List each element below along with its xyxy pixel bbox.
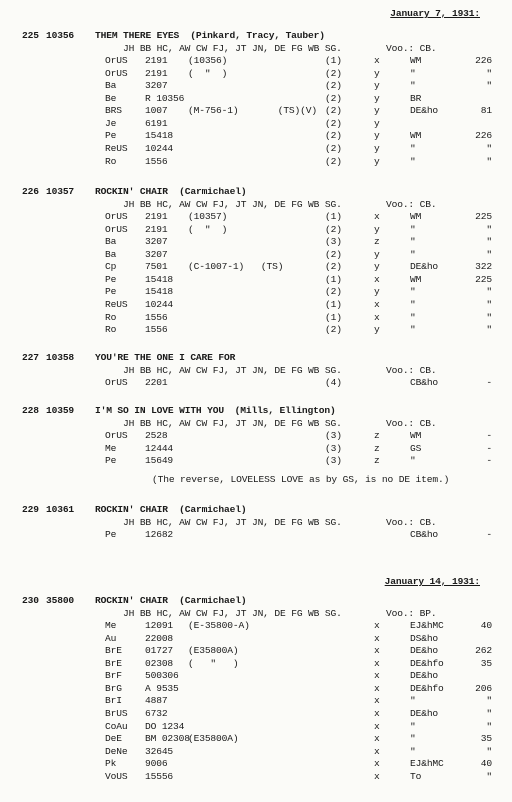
take-number: (2) [325,261,342,273]
issue-note: (10356) [188,55,228,67]
vocal-credit: " [410,745,416,757]
take-number: (2) [325,105,342,117]
vocal-credit: " [410,720,416,732]
composer-credit: (Pinkard, Tracy, Tauber) [190,30,325,41]
reference-number: 262 [475,645,492,657]
issue-number: 2191 [145,55,168,67]
issue-label: Ba [105,248,117,260]
issue-label: OrUS [105,223,128,235]
take-mark: y [374,261,380,273]
reference-number: 226 [475,55,492,67]
take-number: (1) [325,55,342,67]
session-date: January 7, 1931: [390,8,480,19]
take-mark: y [374,80,380,92]
reference-number: " [486,745,492,757]
issue-label: OrUS [105,67,128,79]
reference-number: " [486,67,492,79]
take-number: (2) [325,223,342,235]
issue-label: BrG [105,682,122,694]
matrix-number: 10359 [46,405,75,416]
issue-label: Me [105,442,117,454]
take-mark: x [374,682,380,694]
take-mark: x [374,311,380,323]
matrix-number: 10356 [46,30,75,41]
take-mark: x [374,645,380,657]
take-mark: y [374,286,380,298]
personnel-line: JH BB HC, AW CW FJ, JT JN, DE FG WB SG. [123,42,342,54]
issue-label: BrE [105,657,122,669]
vocal-credit: " [410,223,416,235]
song-title: THEM THERE EYES [95,30,180,41]
issue-label: Pe [105,529,117,541]
vocal-credit: " [410,733,416,745]
issue-label: Pe [105,286,117,298]
issue-label: Cp [105,261,117,273]
reference-number: " [486,770,492,782]
reference-number: " [486,80,492,92]
issue-number: 4887 [145,695,168,707]
issue-label: OrUS [105,55,128,67]
session-date: January 14, 1931: [384,576,480,587]
issue-label: BrF [105,670,122,682]
take-mark: y [374,142,380,154]
issue-number: 7501 [145,261,168,273]
issue-label: OrUS [105,377,128,389]
issue-number: 1556 [145,311,168,323]
take-mark: x [374,632,380,644]
issue-label: Ba [105,80,117,92]
issue-label: BrE [105,645,122,657]
vocal-credit: " [410,80,416,92]
entry-number: 229 [22,504,39,515]
issue-label: DeNe [105,745,128,757]
issue-label: Ba [105,236,117,248]
reference-number: 81 [480,105,492,117]
issue-number: 2528 [145,430,168,442]
take-mark: x [374,670,380,682]
matrix-number: 10361 [46,504,75,515]
issue-number: 2191 [145,223,168,235]
take-number: (2) [325,324,342,336]
vocal-credit: " [410,286,416,298]
vocal-credit: WM [410,430,422,442]
reference-number: - [486,455,492,467]
vocal-credit: " [410,298,416,310]
song-title: I'M SO IN LOVE WITH YOU [95,405,224,416]
footnote: (The reverse, LOVELESS LOVE as by GS, is no DE item.) [152,473,450,485]
take-mark: y [374,117,380,129]
composer-credit: (Carmichael) [179,595,247,606]
vocalist-note: Voo.: CB. [386,42,437,54]
personnel-line: JH BB HC, AW CW FJ, JT JN, DE FG WB SG. [123,417,342,429]
reference-number: 322 [475,261,492,273]
issue-number: 02308 [145,657,174,669]
composer-credit: (Carmichael) [179,504,247,515]
vocal-credit: DE&ho [410,105,439,117]
issue-label: BrUS [105,707,128,719]
issue-label: VoUS [105,770,128,782]
take-number: (2) [325,155,342,167]
issue-number: 10244 [145,142,174,154]
composer-credit: (Carmichael) [179,186,247,197]
vocal-credit: BR [410,92,422,104]
vocalist-note: Voo.: BP. [386,607,437,619]
take-mark: x [374,620,380,632]
vocalist-note: Voo.: CB. [386,516,437,528]
reference-number: 225 [475,211,492,223]
issue-number: 32645 [145,745,174,757]
issue-number: 2201 [145,377,168,389]
issue-number: BM 02308 [145,733,190,745]
issue-label: CoAu [105,720,128,732]
take-number: (2) [325,80,342,92]
vocal-credit: EJ&hMC [410,758,444,770]
vocal-credit: " [410,155,416,167]
issue-number: 1007 [145,105,168,117]
take-mark: x [374,745,380,757]
song-title: YOU'RE THE ONE I CARE FOR [95,352,236,363]
issue-label: OrUS [105,430,128,442]
entry-number: 227 [22,352,39,363]
issue-number: 10244 [145,298,174,310]
take-mark: y [374,223,380,235]
take-mark: x [374,55,380,67]
issue-number: 15418 [145,273,174,285]
issue-note: ( " ) [188,67,228,79]
issue-label: OrUS [105,211,128,223]
take-mark: y [374,155,380,167]
take-number: (3) [325,236,342,248]
issue-number: 1556 [145,155,168,167]
vocal-credit: GS [410,442,422,454]
take-number: (2) [325,92,342,104]
issue-note: (M-756-1) (TS)(V) [188,105,317,117]
vocal-credit: CB&ho [410,529,439,541]
vocal-credit: WM [410,55,422,67]
reference-number: " [486,324,492,336]
vocal-credit: DS&ho [410,632,439,644]
issue-number: 15418 [145,286,174,298]
vocal-credit: " [410,236,416,248]
issue-number: 3207 [145,236,168,248]
issue-label: Pk [105,758,117,770]
issue-number: 15418 [145,130,174,142]
take-number: (1) [325,273,342,285]
issue-label: Pe [105,130,117,142]
take-mark: y [374,67,380,79]
issue-note: (E-35800-A) [188,620,250,632]
vocal-credit: DE&ho [410,670,439,682]
take-mark: z [374,442,380,454]
vocal-credit: " [410,455,416,467]
vocal-credit: CB&ho [410,377,439,389]
issue-label: Me [105,620,117,632]
reference-number: 35 [480,657,492,669]
entry-number: 226 [22,186,39,197]
issue-number: DO 1234 [145,720,185,732]
reference-number: 40 [480,620,492,632]
entry-number: 225 [22,30,39,41]
take-mark: y [374,105,380,117]
vocal-credit: WM [410,273,422,285]
take-mark: x [374,657,380,669]
take-number: (2) [325,248,342,260]
issue-label: Au [105,632,117,644]
issue-number: 01727 [145,645,174,657]
reference-number: " [486,695,492,707]
vocal-credit: " [410,311,416,323]
song-title: ROCKIN' CHAIR [95,595,168,606]
issue-number: 500306 [145,670,179,682]
vocal-credit: " [410,324,416,336]
issue-number: 3207 [145,248,168,260]
take-number: (1) [325,211,342,223]
issue-number: 2191 [145,211,168,223]
entry-number: 230 [22,595,39,606]
reference-number: - [486,529,492,541]
issue-number: 6191 [145,117,168,129]
issue-label: Ro [105,324,117,336]
issue-number: 9006 [145,758,168,770]
matrix-number: 35800 [46,595,75,606]
issue-label: Ro [105,311,117,323]
take-number: (2) [325,117,342,129]
issue-note: (C-1007-1) (TS) [188,261,284,273]
reference-number: 225 [475,273,492,285]
reference-number: " [486,155,492,167]
reference-number: " [486,248,492,260]
issue-number: 1556 [145,324,168,336]
issue-note: (10357) [188,211,228,223]
vocal-credit: DE&ho [410,261,439,273]
take-mark: x [374,298,380,310]
matrix-number: 10358 [46,352,75,363]
take-mark: z [374,455,380,467]
issue-number: A 9535 [145,682,179,694]
reference-number: " [486,720,492,732]
issue-number: 12091 [145,620,174,632]
take-mark: z [374,430,380,442]
issue-note: (E35800A) [188,733,239,745]
reference-number: 40 [480,758,492,770]
reference-number: " [486,311,492,323]
take-number: (2) [325,286,342,298]
take-number: (2) [325,130,342,142]
vocal-credit: DE&hfo [410,657,444,669]
vocal-credit: WM [410,130,422,142]
take-number: (1) [325,298,342,310]
take-mark: x [374,758,380,770]
take-number: (3) [325,430,342,442]
issue-label: BrI [105,695,122,707]
take-mark: x [374,720,380,732]
take-mark: y [374,324,380,336]
vocal-credit: " [410,67,416,79]
issue-label: ReUS [105,298,128,310]
issue-label: Pe [105,273,117,285]
vocalist-note: Voo.: CB. [386,364,437,376]
reference-number: 206 [475,682,492,694]
reference-number: - [486,442,492,454]
issue-note: ( " ) [188,223,228,235]
issue-label: Be [105,92,117,104]
issue-number: 12682 [145,529,174,541]
take-mark: x [374,273,380,285]
take-number: (1) [325,311,342,323]
song-title: ROCKIN' CHAIR [95,186,168,197]
issue-label: Ro [105,155,117,167]
reference-number: " [486,236,492,248]
take-mark: y [374,92,380,104]
reference-number: " [486,298,492,310]
vocal-credit: " [410,248,416,260]
issue-number: R 10356 [145,92,185,104]
issue-number: 22008 [145,632,174,644]
reference-number: 226 [475,130,492,142]
vocal-credit: EJ&hMC [410,620,444,632]
issue-note: (E35800A) [188,645,239,657]
issue-label: Pe [105,455,117,467]
reference-number: " [486,223,492,235]
issue-number: 2191 [145,67,168,79]
vocal-credit: " [410,695,416,707]
vocal-credit: DE&ho [410,645,439,657]
entry-number: 228 [22,405,39,416]
take-number: (3) [325,442,342,454]
take-mark: x [374,770,380,782]
issue-number: 15556 [145,770,174,782]
issue-label: BRS [105,105,122,117]
take-number: (4) [325,377,342,389]
matrix-number: 10357 [46,186,75,197]
issue-number: 15649 [145,455,174,467]
issue-number: 3207 [145,80,168,92]
vocal-credit: " [410,142,416,154]
vocal-credit: To [410,770,422,782]
vocal-credit: DE&hfo [410,682,444,694]
take-mark: x [374,707,380,719]
take-number: (3) [325,455,342,467]
reference-number: " [486,286,492,298]
reference-number: " [486,707,492,719]
take-mark: x [374,733,380,745]
personnel-line: JH BB HC, AW CW FJ, JT JN, DE FG WB SG. [123,516,342,528]
issue-number: 12444 [145,442,174,454]
vocal-credit: WM [410,211,422,223]
vocalist-note: Voo.: CB. [386,417,437,429]
issue-note: ( " ) [188,657,239,669]
take-number: (2) [325,67,342,79]
take-mark: y [374,130,380,142]
take-mark: x [374,695,380,707]
take-number: (2) [325,142,342,154]
issue-number: 6732 [145,707,168,719]
issue-label: DeE [105,733,122,745]
take-mark: x [374,211,380,223]
reference-number: " [486,142,492,154]
reference-number: 35 [480,733,492,745]
personnel-line: JH BB HC, AW CW FJ, JT JN, DE FG WB SG. [123,607,342,619]
take-mark: y [374,248,380,260]
issue-label: Je [105,117,117,129]
song-title: ROCKIN' CHAIR [95,504,168,515]
vocal-credit: DE&ho [410,707,439,719]
personnel-line: JH BB HC, AW CW FJ, JT JN, DE FG WB SG. [123,198,342,210]
composer-credit: (Mills, Ellington) [234,405,336,416]
personnel-line: JH BB HC, AW CW FJ, JT JN, DE FG WB SG. [123,364,342,376]
reference-number: - [486,377,492,389]
issue-label: ReUS [105,142,128,154]
vocalist-note: Voo.: CB. [386,198,437,210]
reference-number: - [486,430,492,442]
take-mark: z [374,236,380,248]
